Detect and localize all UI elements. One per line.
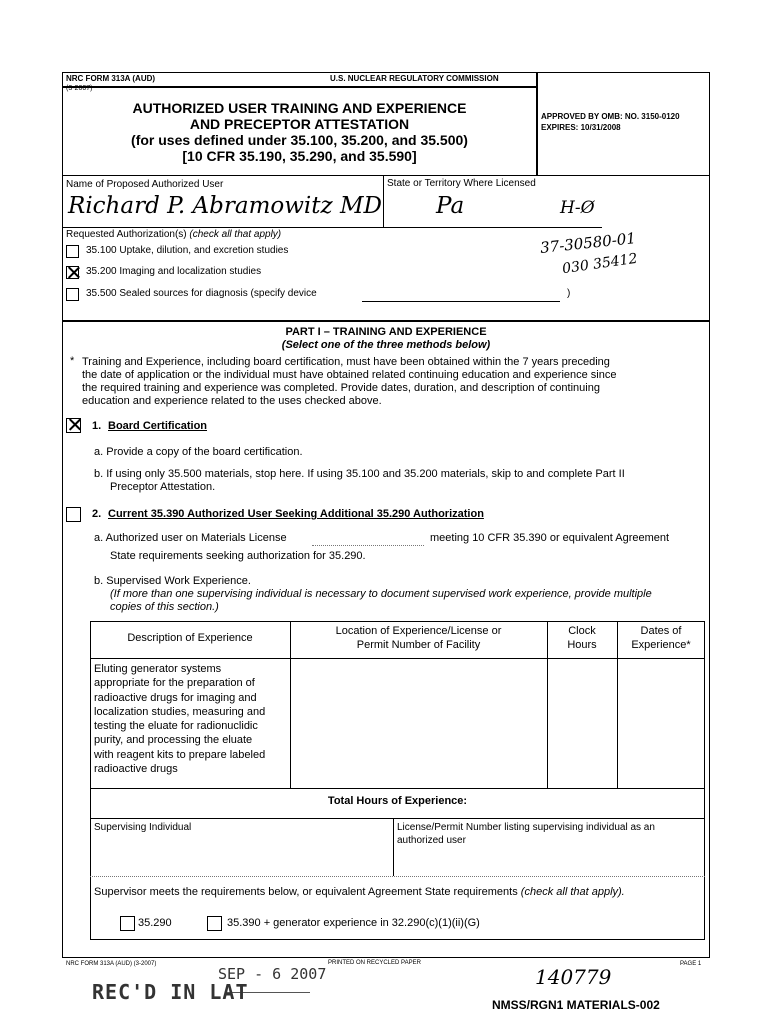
part1-title: PART I – TRAINING AND EXPERIENCE [285,326,487,338]
section2-title: Current 35.390 Authorized User Seeking Additional 35.290 Authorization [108,508,484,520]
supervisor-divider [393,818,394,876]
col-header-hours-l1: Clock [568,625,596,637]
state-value[interactable]: Pa [436,193,465,219]
option-35100-label: 35.100 Uptake, dilution, and excretion studies [86,245,289,256]
section1-number: 1. [92,420,102,432]
agency-name: U.S. NUCLEAR REGULATORY COMMISSION [330,74,499,83]
table-total-line [90,788,705,789]
checkbox-current-35390[interactable] [66,507,81,522]
checkbox-35100[interactable] [66,245,79,258]
form-title-line2: AND PRECEPTOR ATTESTATION [189,116,410,132]
description-line: testing the eluate for radionuclidic [94,720,258,733]
footer-printed: PRINTED ON RECYCLED PAPER [328,960,421,966]
received-stamp-text: REC'D IN LAT [92,980,249,1004]
col-header-dates-l2: Experience* [631,639,691,651]
materials-license-field[interactable] [312,545,424,546]
total-hours-label: Total Hours of Experience: [327,795,468,807]
license-permit-label-l1: License/Permit Number listing supervising individual as an [397,822,655,833]
requested-label: Requested Authorization(s) (check all that apply) [66,229,282,240]
form-title-line4: [10 CFR 35.190, 35.290, and 35.590] [182,148,417,164]
option-35390-generator-label: 35.390 + generator experience in 32.290(c)(1)(ii)(G) [227,917,480,929]
section1-title: Board Certification [108,420,208,432]
checkbox-35500[interactable] [66,288,79,301]
name-underline [62,227,602,228]
form-title-line3: (for uses defined under 35.100, 35.200, and 35.500) [131,132,468,148]
description-line: appropriate for the preparation of [94,677,255,690]
section1-item-b-line1: b. If using only 35.500 materials, stop here. If using 35.100 and 35.200 materials, skip to and complete Part II [94,468,625,480]
col-header-location-l1: Location of Experience/License or [335,625,502,637]
description-cell [94,662,265,776]
license-note-3: 030 35412 [561,250,639,278]
header-hline [62,86,537,88]
description-line: purity, and processing the eluate [94,734,253,747]
checkbox-35290[interactable] [120,916,135,931]
table-header-line [90,658,705,659]
part1-subtitle: (Select one of the three methods below) [281,339,491,351]
footer-page: PAGE 1 [680,961,702,967]
form-title-line1: AUTHORIZED USER TRAINING AND EXPERIENCE [132,100,467,116]
applicant-name-value[interactable]: Richard P. Abramowitz MD [68,193,382,219]
section2-number: 2. [92,508,102,520]
omb-number: APPROVED BY OMB: NO. 3150-0120 [541,112,680,121]
supervisor-requirements-text: Supervisor meets the requirements below, or equivalent Agreement State requirements (check all that apply). [94,886,625,898]
checkbox-board-certification[interactable] [66,418,81,433]
document-code: NMSS/RGN1 MATERIALS-002 [492,998,660,1012]
description-line: radioactive drugs [94,763,178,776]
section1-item-a: a. Provide a copy of the board certification. [94,446,303,458]
name-label: Name of Proposed Authorized User [66,179,224,190]
section2-item-b-line1: b. Supervised Work Experience. [94,575,251,587]
footer-form-id: NRC FORM 313A (AUD) (3-2007) [66,961,157,967]
license-note-1: H-Ø [560,198,595,218]
supervising-individual-label: Supervising Individual [94,822,192,833]
description-line: with reagent kits to prepare labeled [94,748,266,761]
col-header-dates-l1: Dates of [640,625,682,637]
expiration-date: EXPIRES: 10/31/2008 [541,123,621,132]
intro-line4: education and experience related to the uses checked above. [82,395,382,407]
checkbox-35390-generator[interactable] [207,916,222,931]
section2-item-b-line2: (If more than one supervising individual is necessary to document supervised work experience, provide multiple [110,588,652,600]
device-underline [362,301,560,302]
section2-item-b-line3: copies of this section.) [110,601,219,613]
intro-line1: Training and Experience, including board certification, must have been obtained within the 7 years preceding [82,356,610,368]
name-state-divider [383,176,384,228]
form-date: (3-2007) [66,85,93,92]
handwritten-number: 140779 [535,965,612,989]
section2-item-a-line2: State requirements seeking authorization for 35.290. [110,550,366,562]
option-35500-label: 35.500 Sealed sources for diagnosis (specify device [86,288,317,299]
description-line: radioactive drugs for imaging and [94,691,257,704]
section2-item-a-line1: a. Authorized user on Materials License [94,532,287,544]
option-35290-label: 35.290 [138,917,172,929]
close-paren: ) [567,288,571,299]
asterisk: * [70,355,75,367]
option-35200-label: 35.200 Imaging and localization studies [86,266,262,277]
col-header-hours-l2: Hours [567,639,597,651]
intro-line3: the required training and experience was completed. Provide dates, duration, and description of continuing [82,382,600,394]
description-line: Eluting generator systems [94,663,222,675]
received-stamp-date: SEP - 6 2007 [218,965,327,983]
state-label: State or Territory Where Licensed [387,178,536,189]
section1-item-b-line2: Preceptor Attestation. [110,481,216,493]
part1-divider [62,320,710,322]
form-id: NRC FORM 313A (AUD) [66,74,156,83]
intro-line2: the date of application or the individual must have obtained related continuing education and experience since [82,369,617,381]
col-header-location-l2: Permit Number of Facility [356,639,481,651]
section2-item-a-line1b: meeting 10 CFR 35.390 or equivalent Agreement [430,532,670,544]
supervisor-dotline [90,876,705,877]
description-line: localization studies, measuring and [94,705,266,718]
col-header-description: Description of Experience [127,632,253,644]
checkbox-35200[interactable] [66,266,79,279]
license-note-2: 37-30580-01 [539,229,637,257]
license-permit-label-l2: authorized user [397,835,466,846]
